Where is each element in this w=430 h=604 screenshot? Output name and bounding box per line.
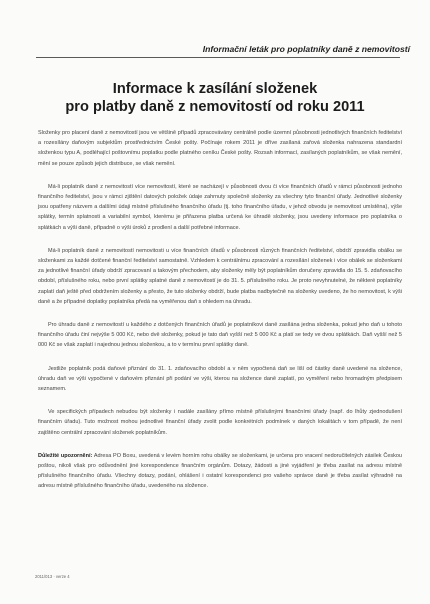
document-title: [30, 80, 400, 116]
paragraph-3: Má-li poplatník daně z nemovitostí nemovitosti u více finančních úřadů v působnosti různých finančních ředitelství, obdrží zpravidla obálku se složenkami za každé dotčené finanční ředitelství samostatně. Vzhledem k centrálnímu zpracování a rozesílání složenek i více obálek se složenkami za jednotlivé finanční úřady obdrží zpracovaní a takovým přechodem, aby složenky měly být poplatníkům doručeny zpravidla do 15. 5. zdaňovacího období, příslušného roku, nebo první splátky splatné daně z nemovitostí je do 31. 5. příslušného roku. Je proto nevyhnutelné, že některé poplatníky zaplatí daň ještě před obdržením složenky a přesto, že tuto složenky obdrží, bude platba nadbytečně na složenky uvedeno, že ho nemovitost, k výši daně a že případné doplatky poplatníka předá na vyměřenou daň s ohledem na úhradu.: [38, 247, 402, 305]
document-body: [38, 128, 402, 505]
header-rule: [36, 57, 400, 58]
paragraph-4: Pro úhradu daně z nemovitostí u každého z dotčených finančních úřadů je poplatníkovi daně zasílána jedna složenka, pokud jeho daň u tohoto finančního úřadu činí nejvýše 5 000 Kč, nebo dvě složenky, pokud je tato daň vyšší než 5 000 Kč a platí se tedy ve dvou splátkách. Daň vyšší než 5 000 Kč se však zaplatí i najednou jednou složenkou, a to v termínu první splátky daně.: [38, 322, 402, 349]
title-line-2: pro platby daně z nemovitostí od roku 2011: [65, 99, 365, 115]
title-line-1: Informace k zasílání složenek: [112, 81, 318, 97]
paragraph-6: Ve specifických případech nebudou být složenky i nadále zasílány přímo místně příslušnými finančními úřady (např. do lhůty zjednodušení finančním úřadu). Tuto možnost mohou jednotlivé finanční úřady zvolit podle konkrétních podmínek v daných lokalitách v tom případě, že není zajištěno centrální zpracování složenek poplatníkům.: [38, 409, 402, 436]
paragraph-5: Jestliže poplatník podá daňové přiznání do 31. 1. zdaňovacího období a v něm vypočtená daň se liší od částky daně uvedené na složence, úhradu daň ve výši vypočtené v daňovém přiznání při podání ve výši, kterou na složence daně zaplatí, po vyměření nebo hromadným předpisem seznamem.: [38, 365, 402, 393]
notice-lead: Důležité upozornění:: [38, 452, 93, 459]
paragraph-notice: Důležité upozornění: Adresa PO Boxu, uvedená v levém horním rohu obálky se složenkami, je určena pro vracení nedoručitelných zásilek Českou poštou, nikoli však pro odůvodnění jiné korespondence finančním orgánům. Dotazy, žádosti a jiné vyjádření je třeba zasílat na adresu místně příslušného finančního úřadu. Všechny dotazy, podání, ohlášení i ostatní korespondenci pro vašeho správce daně je třeba zasílat výhradně na adresu místně příslušného finančního úřadu, uvedeného na složence.: [38, 452, 402, 490]
page-footer: 2011/013 · verze 4: [35, 574, 70, 579]
paragraph-1: Složenky pro placení daně z nemovitostí jsou ve většině případů zpracovávány centrálně podle územní působnosti jednotlivých finančních ředitelství a rozesílány daňovým subjektům prostřednictvím České pošty. Počínaje rokem 2011 je dříve zasílaná zařová složenka nahrazena standardní složenkou typu A, podléhající poštovnímu poplatku podle platného ceníku České pošty. Rozsah informací, zasílaných poplatníkům, se však nemění, mění se pouze způsob jejich distribuce, se však nemění.: [38, 130, 402, 167]
paragraph-2: Má-li poplatník daně z nemovitostí více nemovitostí, které se nacházejí v působnosti dvou či více finančních úřadů v rámci působnosti jednoho finančního ředitelství, jsou v rámci zjištění datových položek údaje zahrnuty společně složenky za všechny tyto finanční úřady. Jednotlivé složenky jsou opatřeny názvem a dalšími údaji místně příslušného finančního úřadu (tj. toho finančního úřadu, v jehož obvodu je nemovitost umístěna), výše splátky, termín splatnosti a variabilní symbol, kterému je přiřazena platba určená ke úhradě složenky, jsou uvedeny informace pro poplatníka o splátkách a výši daně, případně o výši úroků z prodlení a další potřebné informace.: [38, 183, 402, 231]
leaflet-header: Informační leták pro poplatníky daně z nemovitostí: [202, 44, 410, 54]
